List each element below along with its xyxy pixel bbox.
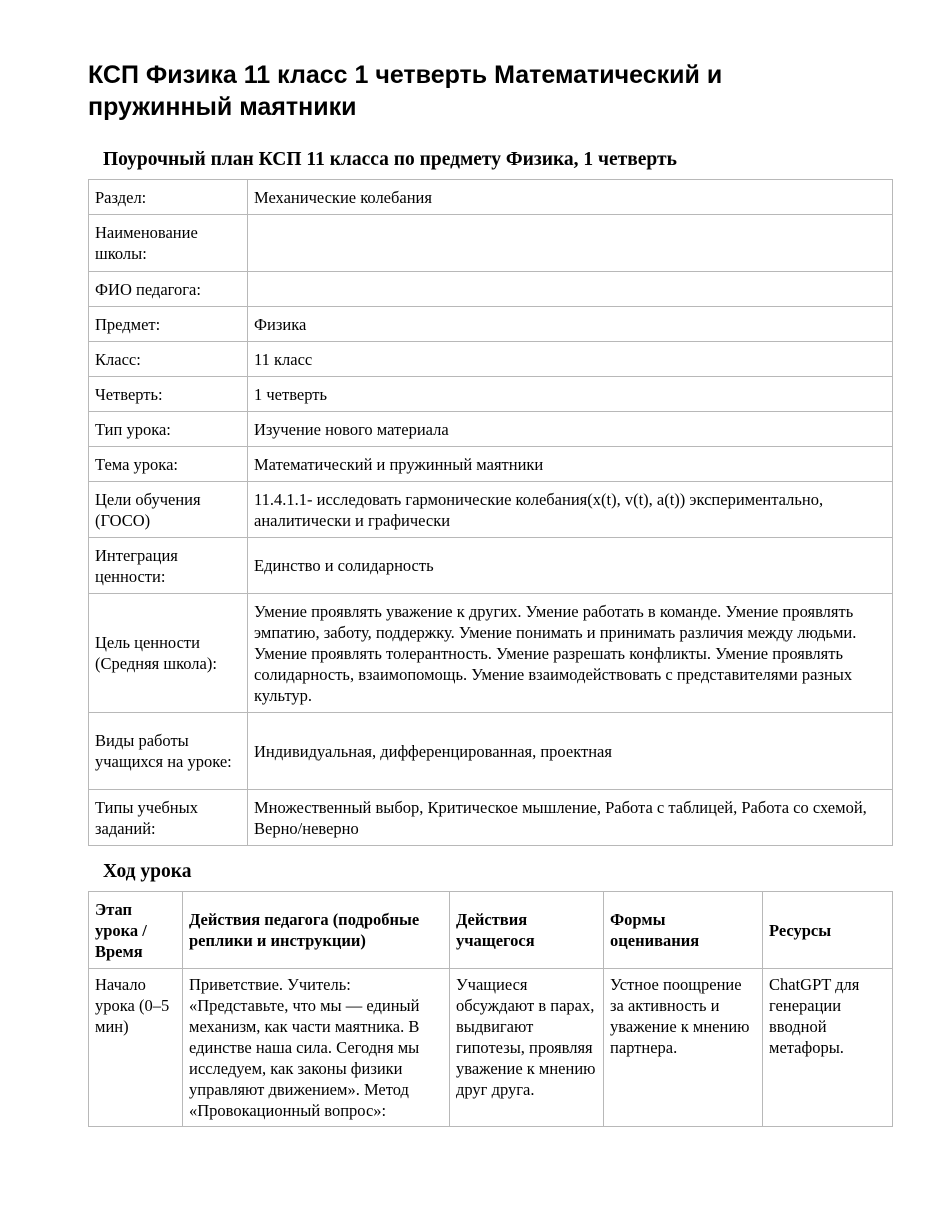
table-cell: Начало урока (0–5 мин) bbox=[89, 969, 183, 1127]
row-label: Интеграция ценности: bbox=[89, 538, 248, 594]
row-value: 11 класс bbox=[248, 342, 893, 377]
table-row bbox=[89, 447, 893, 482]
table-row bbox=[89, 342, 893, 377]
row-value: Математический и пружинный маятники bbox=[248, 447, 893, 482]
row-value: Механические колебания bbox=[248, 180, 893, 215]
row-label: Цель ценности (Средняя школа): bbox=[89, 594, 248, 713]
row-value bbox=[248, 215, 893, 272]
row-label: Предмет: bbox=[89, 307, 248, 342]
lesson-progress-table bbox=[88, 891, 893, 1127]
row-value: Множественный выбор, Критическое мышление, Работа с таблицей, Работа со схемой, Верно/неверно bbox=[248, 790, 893, 846]
row-value: Единство и солидарность bbox=[248, 538, 893, 594]
row-label: Класс: bbox=[89, 342, 248, 377]
row-label: Тема урока: bbox=[89, 447, 248, 482]
column-header: Формы оценивания bbox=[604, 892, 763, 969]
table-row bbox=[89, 377, 893, 412]
column-header: Действия педагога (подробные реплики и инструкции) bbox=[183, 892, 450, 969]
row-value: Умение проявлять уважение к других. Умение работать в команде. Умение проявлять эмпатию, заботу, поддержку. Умение понимать и принимать различия между людьми. Умение проявлять толерантность. Умение разрешать конфликты. Умение проявлять солидарность, взаимопомощь. Умение взаимодействовать с представителями разных культур. bbox=[248, 594, 893, 713]
table-row bbox=[89, 713, 893, 790]
row-label: Цели обучения (ГОСО) bbox=[89, 482, 248, 538]
table-row bbox=[89, 969, 893, 1127]
table-row bbox=[89, 272, 893, 307]
row-label: Четверть: bbox=[89, 377, 248, 412]
table-cell: Приветствие. Учитель: «Представьте, что мы — единый механизм, как части маятника. В единстве наша сила. Сегодня мы исследуем, как законы физики управляют движением». Метод «Провокационный вопрос»: bbox=[183, 969, 450, 1127]
row-value: Физика bbox=[248, 307, 893, 342]
lesson-info-table bbox=[88, 179, 893, 846]
column-header: Ресурсы bbox=[763, 892, 893, 969]
row-value: 11.4.1.1- исследовать гармонические колебания(x(t), v(t), a(t)) экспериментально, аналитически и графически bbox=[248, 482, 893, 538]
table-row bbox=[89, 594, 893, 713]
lesson-heading: Ход урока bbox=[103, 861, 192, 882]
table-cell: Учащиеся обсуждают в парах, выдвигают гипотезы, проявляя уважение к мнению друг друга. bbox=[450, 969, 604, 1127]
table-cell: ChatGPT для генерации вводной метафоры. bbox=[763, 969, 893, 1127]
table-row bbox=[89, 307, 893, 342]
table-header-row bbox=[89, 892, 893, 969]
row-value bbox=[248, 272, 893, 307]
row-label: Тип урока: bbox=[89, 412, 248, 447]
row-label: Типы учебных заданий: bbox=[89, 790, 248, 846]
table-row bbox=[89, 180, 893, 215]
row-value: 1 четверть bbox=[248, 377, 893, 412]
row-label: ФИО педагога: bbox=[89, 272, 248, 307]
table-row bbox=[89, 482, 893, 538]
table-cell: Устное поощрение за активность и уважение к мнению партнера. bbox=[604, 969, 763, 1127]
table-row bbox=[89, 538, 893, 594]
page-title: КСП Физика 11 класс 1 четверть Математический и пружинный маятники bbox=[88, 61, 723, 121]
row-label: Наименование школы: bbox=[89, 215, 248, 272]
table-row bbox=[89, 215, 893, 272]
plan-heading: Поурочный план КСП 11 класса по предмету Физика, 1 четверть bbox=[103, 149, 677, 170]
table-row bbox=[89, 412, 893, 447]
row-value: Индивидуальная, дифференцированная, проектная bbox=[248, 713, 893, 790]
row-label: Раздел: bbox=[89, 180, 248, 215]
table-row bbox=[89, 790, 893, 846]
column-header: Этап урока / Время bbox=[89, 892, 183, 969]
column-header: Действия учащегося bbox=[450, 892, 604, 969]
row-label: Виды работы учащихся на уроке: bbox=[89, 713, 248, 790]
row-value: Изучение нового материала bbox=[248, 412, 893, 447]
